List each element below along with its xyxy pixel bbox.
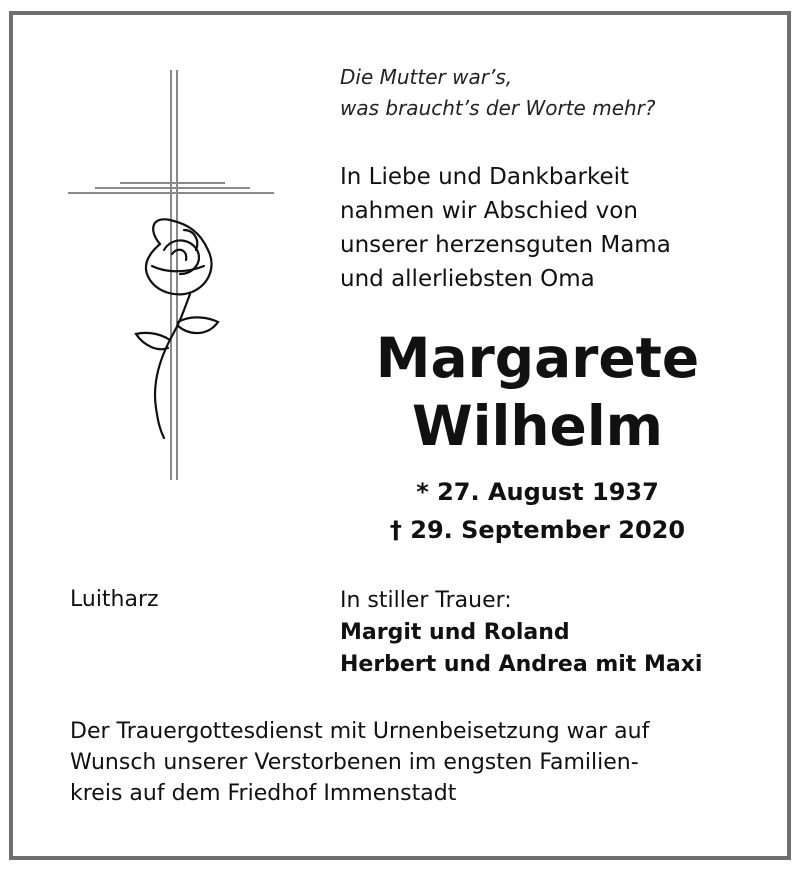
intro-line: unserer herzensguten Mama: [340, 232, 671, 258]
cross-icon: [68, 70, 274, 480]
service-line: Der Trauergottesdienst mit Urnenbeisetzung war auf: [70, 719, 650, 744]
mourners: [340, 585, 702, 681]
intro-line: nahmen wir Abschied von: [340, 198, 638, 224]
death-date: † 29. September 2020: [389, 516, 686, 544]
birth-date: * 27. August 1937: [416, 478, 659, 506]
mourners-heading: In stiller Trauer:: [340, 588, 512, 613]
mourner-line: Herbert und Andrea mit Maxi: [340, 652, 703, 677]
quote-line: was braucht’s der Worte mehr?: [340, 96, 656, 120]
quote-line: Die Mutter war’s,: [340, 65, 513, 89]
intro-text: [340, 160, 671, 296]
quote: [340, 62, 656, 124]
mourner-line: Margit und Roland: [340, 620, 570, 645]
cross-rose-emblem: [60, 60, 290, 490]
service-line: Wunsch unserer Verstorbenen im engsten Familien-: [70, 750, 639, 775]
service-notice: [70, 716, 649, 809]
service-line: kreis auf dem Friedhof Immenstadt: [70, 781, 457, 806]
intro-line: und allerliebsten Oma: [340, 266, 595, 292]
intro-line: In Liebe und Dankbarkeit: [340, 164, 630, 190]
deceased-first-name: Margarete: [375, 326, 700, 390]
place: Luitharz: [70, 587, 159, 612]
deceased-last-name: Wilhelm: [412, 394, 663, 458]
